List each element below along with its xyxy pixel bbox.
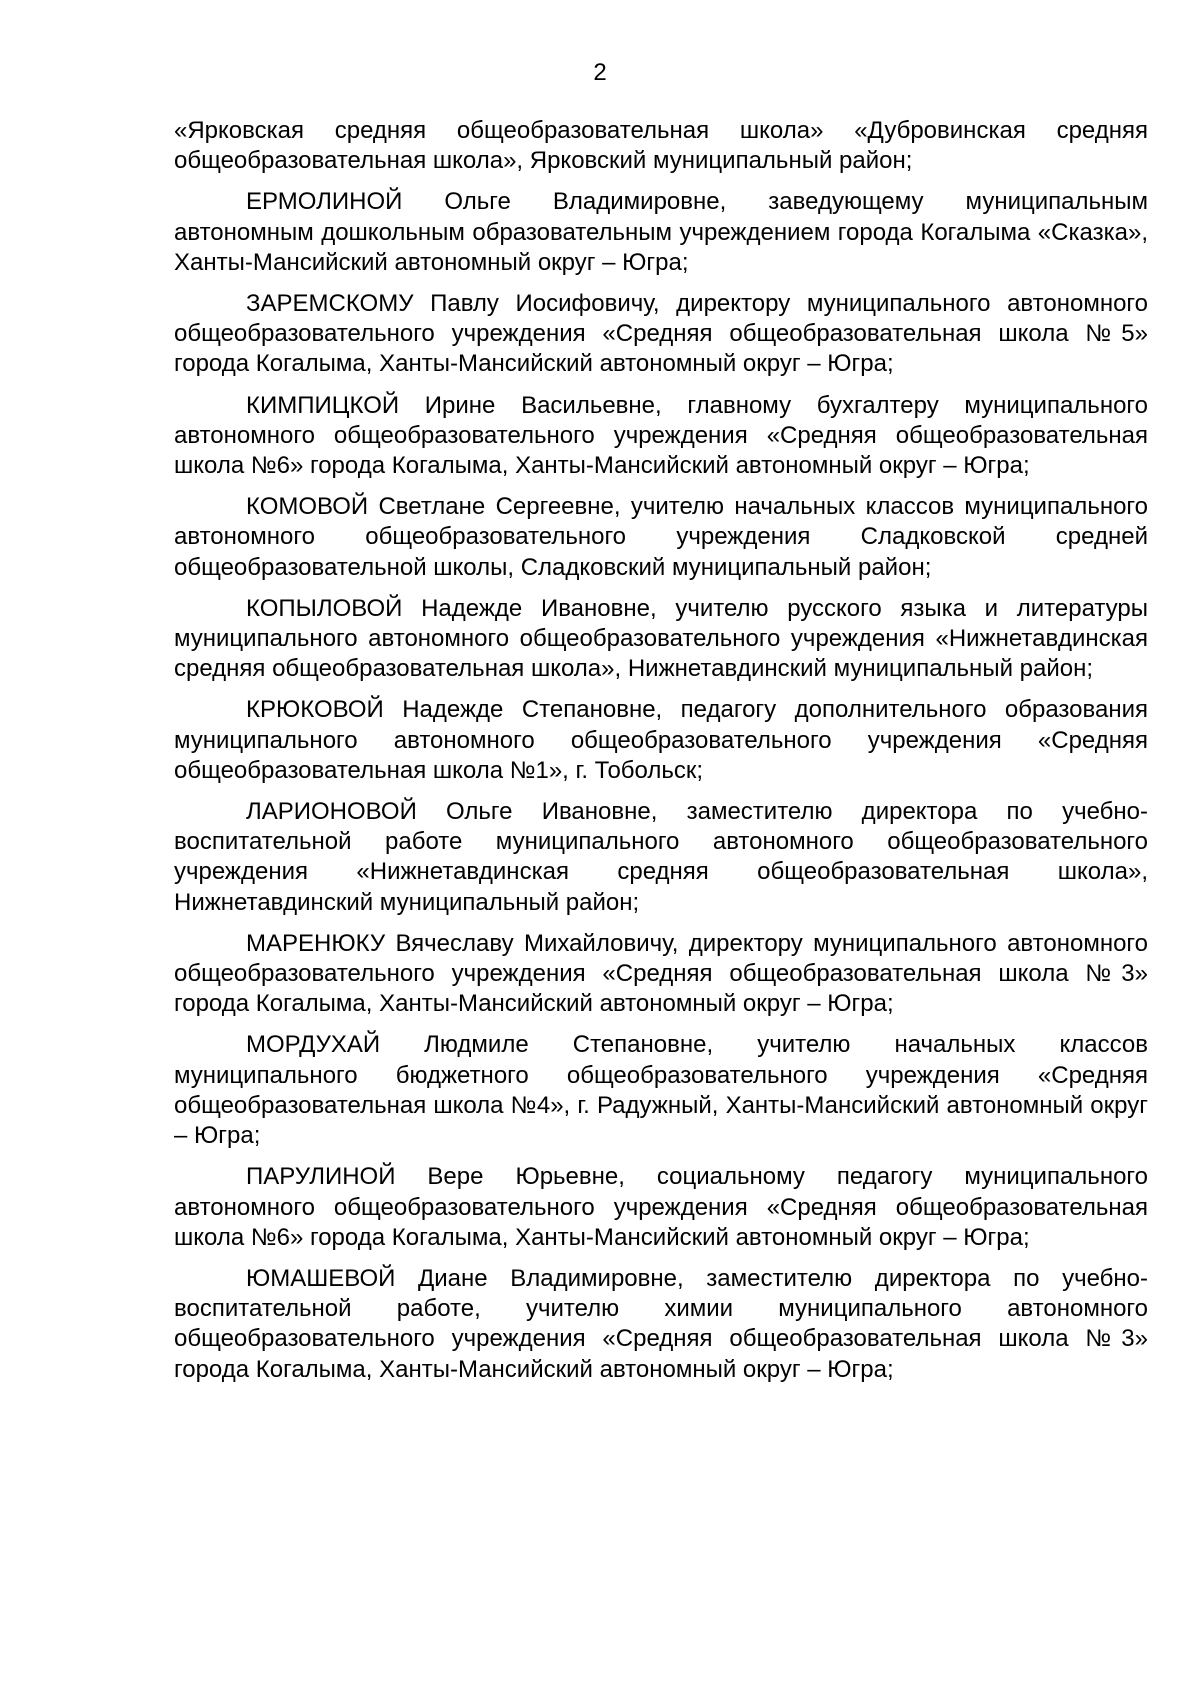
page-number: 2 xyxy=(593,59,607,86)
paragraph-parulina: ПАРУЛИНОЙ Вере Юрьевне, социальному педагогу муниципального автономного общеобразовательного учреждения «Средняя общеобразовательная школа №6» города Когалыма, Ханты-Мансийский автономный округ – Югра; xyxy=(174,1163,1148,1251)
paragraph-zaremsky: ЗАРЕМСКОМУ Павлу Иосифовичу, директору муниципального автономного общеобразовательного учреждения «Средняя общеобразовательная школа №5» города Когалыма, Ханты-Мансийский автономный округ – Югра; xyxy=(174,290,1148,378)
paragraph-continuation: «Ярковская средняя общеобразовательная школа» «Дубровинская средняя общеобразовательная школа», Ярковский муниципальный район; xyxy=(174,117,1148,175)
paragraph-marenyuk: МАРЕНЮКУ Вячеславу Михайловичу, директору муниципального автономного общеобразовательного учреждения «Средняя общеобразовательная школа №3» города Когалыма, Ханты-Мансийский автономный округ – Югра; xyxy=(174,929,1148,1018)
paragraph-kryukova: КРЮКОВОЙ Надежде Степановне, педагогу дополнительного образования муниципального автономного общеобразовательного учреждения «Средняя общеобразовательная школа №1», г. Тобольск; xyxy=(174,696,1148,784)
paragraph-ermolina: ЕРМОЛИНОЙ Ольге Владимировне, заведующему муниципальным автономным дошкольным образовательным учреждением города Когалыма «Сказка», Ханты-Мансийский автономный округ – Югра; xyxy=(174,188,1148,276)
paragraph-komova: КОМОВОЙ Светлане Сергеевне, учителю начальных классов муниципального автономного общеобразовательного учреждения Сладковской средней общеобразовательной школы, Сладковский муниципальный район; xyxy=(174,493,1148,581)
paragraph-yumasheva: ЮМАШЕВОЙ Диане Владимировне, заместителю директора по учебно-воспитательной работе, учителю химии муниципального автономного общеобразовательного учреждения «Средняя общеобразовательная школа №3» города Когалыма, Ханты-Мансийский автономный округ – Югра; xyxy=(174,1264,1148,1383)
paragraph-kimpitskaya: КИМПИЦКОЙ Ирине Васильевне, главному бухгалтеру муниципального автономного общеобразовательного учреждения «Средняя общеобразовательная школа №6» города Когалыма, Ханты-Мансийский автономный округ – Югра; xyxy=(174,391,1148,480)
paragraph-kopylova: КОПЫЛОВОЙ Надежде Ивановне, учителю русского языка и литературы муниципального автономного общеобразовательного учреждения «Нижнетавдинская средняя общеобразовательная школа», Нижнетавдинский муниципальный район; xyxy=(174,594,1148,683)
paragraph-mordukhay: МОРДУХАЙ Людмиле Степановне, учителю начальных классов муниципального бюджетного общеобразовательного учреждения «Средняя общеобразовательная школа №4», г. Радужный, Ханты-Мансийский автономный округ – Югра; xyxy=(174,1031,1148,1150)
paragraph-larionova: ЛАРИОНОВОЙ Ольге Ивановне, заместителю директора по учебно-воспитательной работе муниципального автономного общеобразовательного учреждения «Нижнетавдинская средняя общеобразовательная школа», Нижнетавдинский муниципальный район; xyxy=(174,798,1148,916)
document-body xyxy=(174,116,1148,1396)
